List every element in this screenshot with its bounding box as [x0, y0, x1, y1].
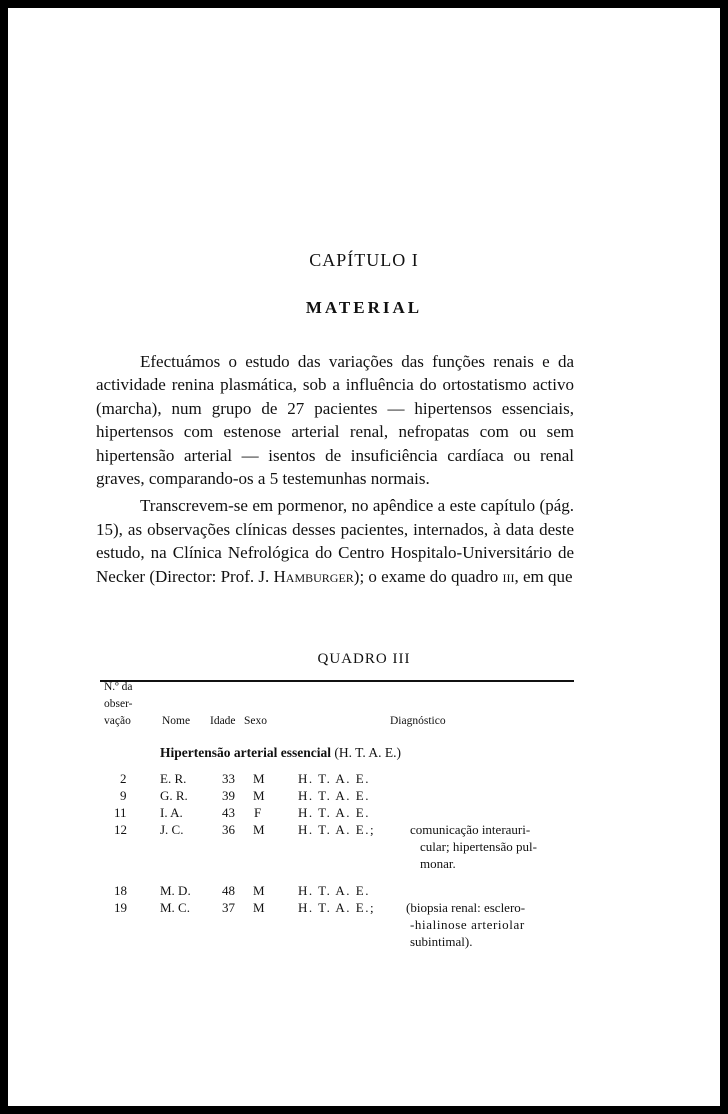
- row-1-obs: 2: [120, 771, 127, 786]
- paragraph-2-text-c: , em que: [514, 566, 573, 586]
- row-4-diag: H. T. A. E.;: [298, 822, 376, 837]
- row-6-diag: H. T. A. E.;: [298, 900, 376, 915]
- section-title: MATERIAL: [305, 298, 423, 317]
- group-label-rest: (H. T. A. E.): [334, 745, 401, 760]
- row-2-idade: 39: [222, 788, 235, 803]
- row-3-sexo: F: [254, 805, 262, 820]
- row-2-sexo: M: [253, 788, 265, 803]
- row-4-idade: 36: [222, 822, 235, 837]
- row-3-obs: 11: [114, 805, 127, 820]
- row-6-note-line2: -hialinose arteriolar: [410, 917, 525, 932]
- header-diagnostico: Diagnóstico: [390, 715, 446, 727]
- row-5-diag: H. T. A. E.: [298, 883, 370, 898]
- row-6-note-line1: (biopsia renal: esclero-: [406, 900, 526, 915]
- row-1-sexo: M: [253, 771, 265, 786]
- paragraph-1-text: Efectuámos o estudo das variações das funções renais e da actividade renina plasmática, sob a influência do ortostatismo activo (marcha), num grupo de 27 pacientes — hipertensos essenciais, hipertensos com estenose arterial renal, nefropatas com ou sem hipertensão arterial — isentos de insuficiência cardíaca ou renal graves, comparando-os a 5 testemunhas normais.: [96, 352, 574, 489]
- row-1-nome: E. R.: [160, 771, 187, 786]
- row-5-idade: 48: [222, 883, 235, 898]
- row-3-diag: H. T. A. E.: [298, 805, 370, 820]
- row-6-sexo: M: [253, 900, 265, 915]
- author-name: Hamburger: [273, 566, 354, 586]
- row-6-obs: 19: [114, 900, 127, 915]
- table-reference: iii: [502, 566, 515, 586]
- row-5-nome: M. D.: [160, 883, 191, 898]
- row-6-nome: M. C.: [160, 900, 190, 915]
- row-1-idade: 33: [222, 771, 235, 786]
- row-6-idade: 37: [222, 900, 235, 915]
- header-obs-line3: vação: [104, 715, 131, 727]
- row-4-note-line2: cular; hipertensão pul-: [420, 839, 537, 854]
- row-5-sexo: M: [253, 883, 265, 898]
- row-4-obs: 12: [114, 822, 127, 837]
- row-2-diag: H. T. A. E.: [298, 788, 370, 803]
- row-4-note-line1: comunicação interauri-: [410, 822, 531, 837]
- diagnosis-table: [8, 8, 720, 1106]
- group-label: [160, 745, 401, 761]
- header-obs-line1: N.º da: [104, 681, 133, 693]
- header-nome: Nome: [162, 715, 191, 727]
- row-4-nome: J. C.: [160, 822, 184, 837]
- table-title: QUADRO III: [317, 651, 411, 667]
- paragraph-2-text-a: Transcrevem-se em pormenor, no apêndice a este capítulo (pág. 15), as observações clínicas desses pacientes, internados, à data deste estudo, na Clínica Nefrológica do Centro Hospitalo-Universitário de Necker (Director: Prof. J.: [96, 496, 574, 586]
- header-idade: Idade: [210, 715, 236, 727]
- header-sexo: Sexo: [244, 715, 267, 727]
- row-5-obs: 18: [114, 883, 127, 898]
- row-3-nome: I. A.: [160, 805, 183, 820]
- row-4-sexo: M: [253, 822, 265, 837]
- header-obs-line2: obser-: [104, 698, 133, 710]
- chapter-heading: CAPÍTULO I: [309, 250, 419, 270]
- row-2-obs: 9: [120, 788, 127, 803]
- row-2-nome: G. R.: [160, 788, 188, 803]
- row-1-diag: H. T. A. E.: [298, 771, 370, 786]
- row-6-note-line3: subintimal).: [410, 934, 473, 949]
- document-page: [8, 8, 720, 1106]
- group-label-bold: Hipertensão arterial essencial: [160, 745, 331, 760]
- paragraph-2-text-b: ); o exame do quadro: [353, 566, 499, 586]
- row-3-idade: 43: [222, 805, 235, 820]
- row-4-note-line3: monar.: [420, 856, 456, 871]
